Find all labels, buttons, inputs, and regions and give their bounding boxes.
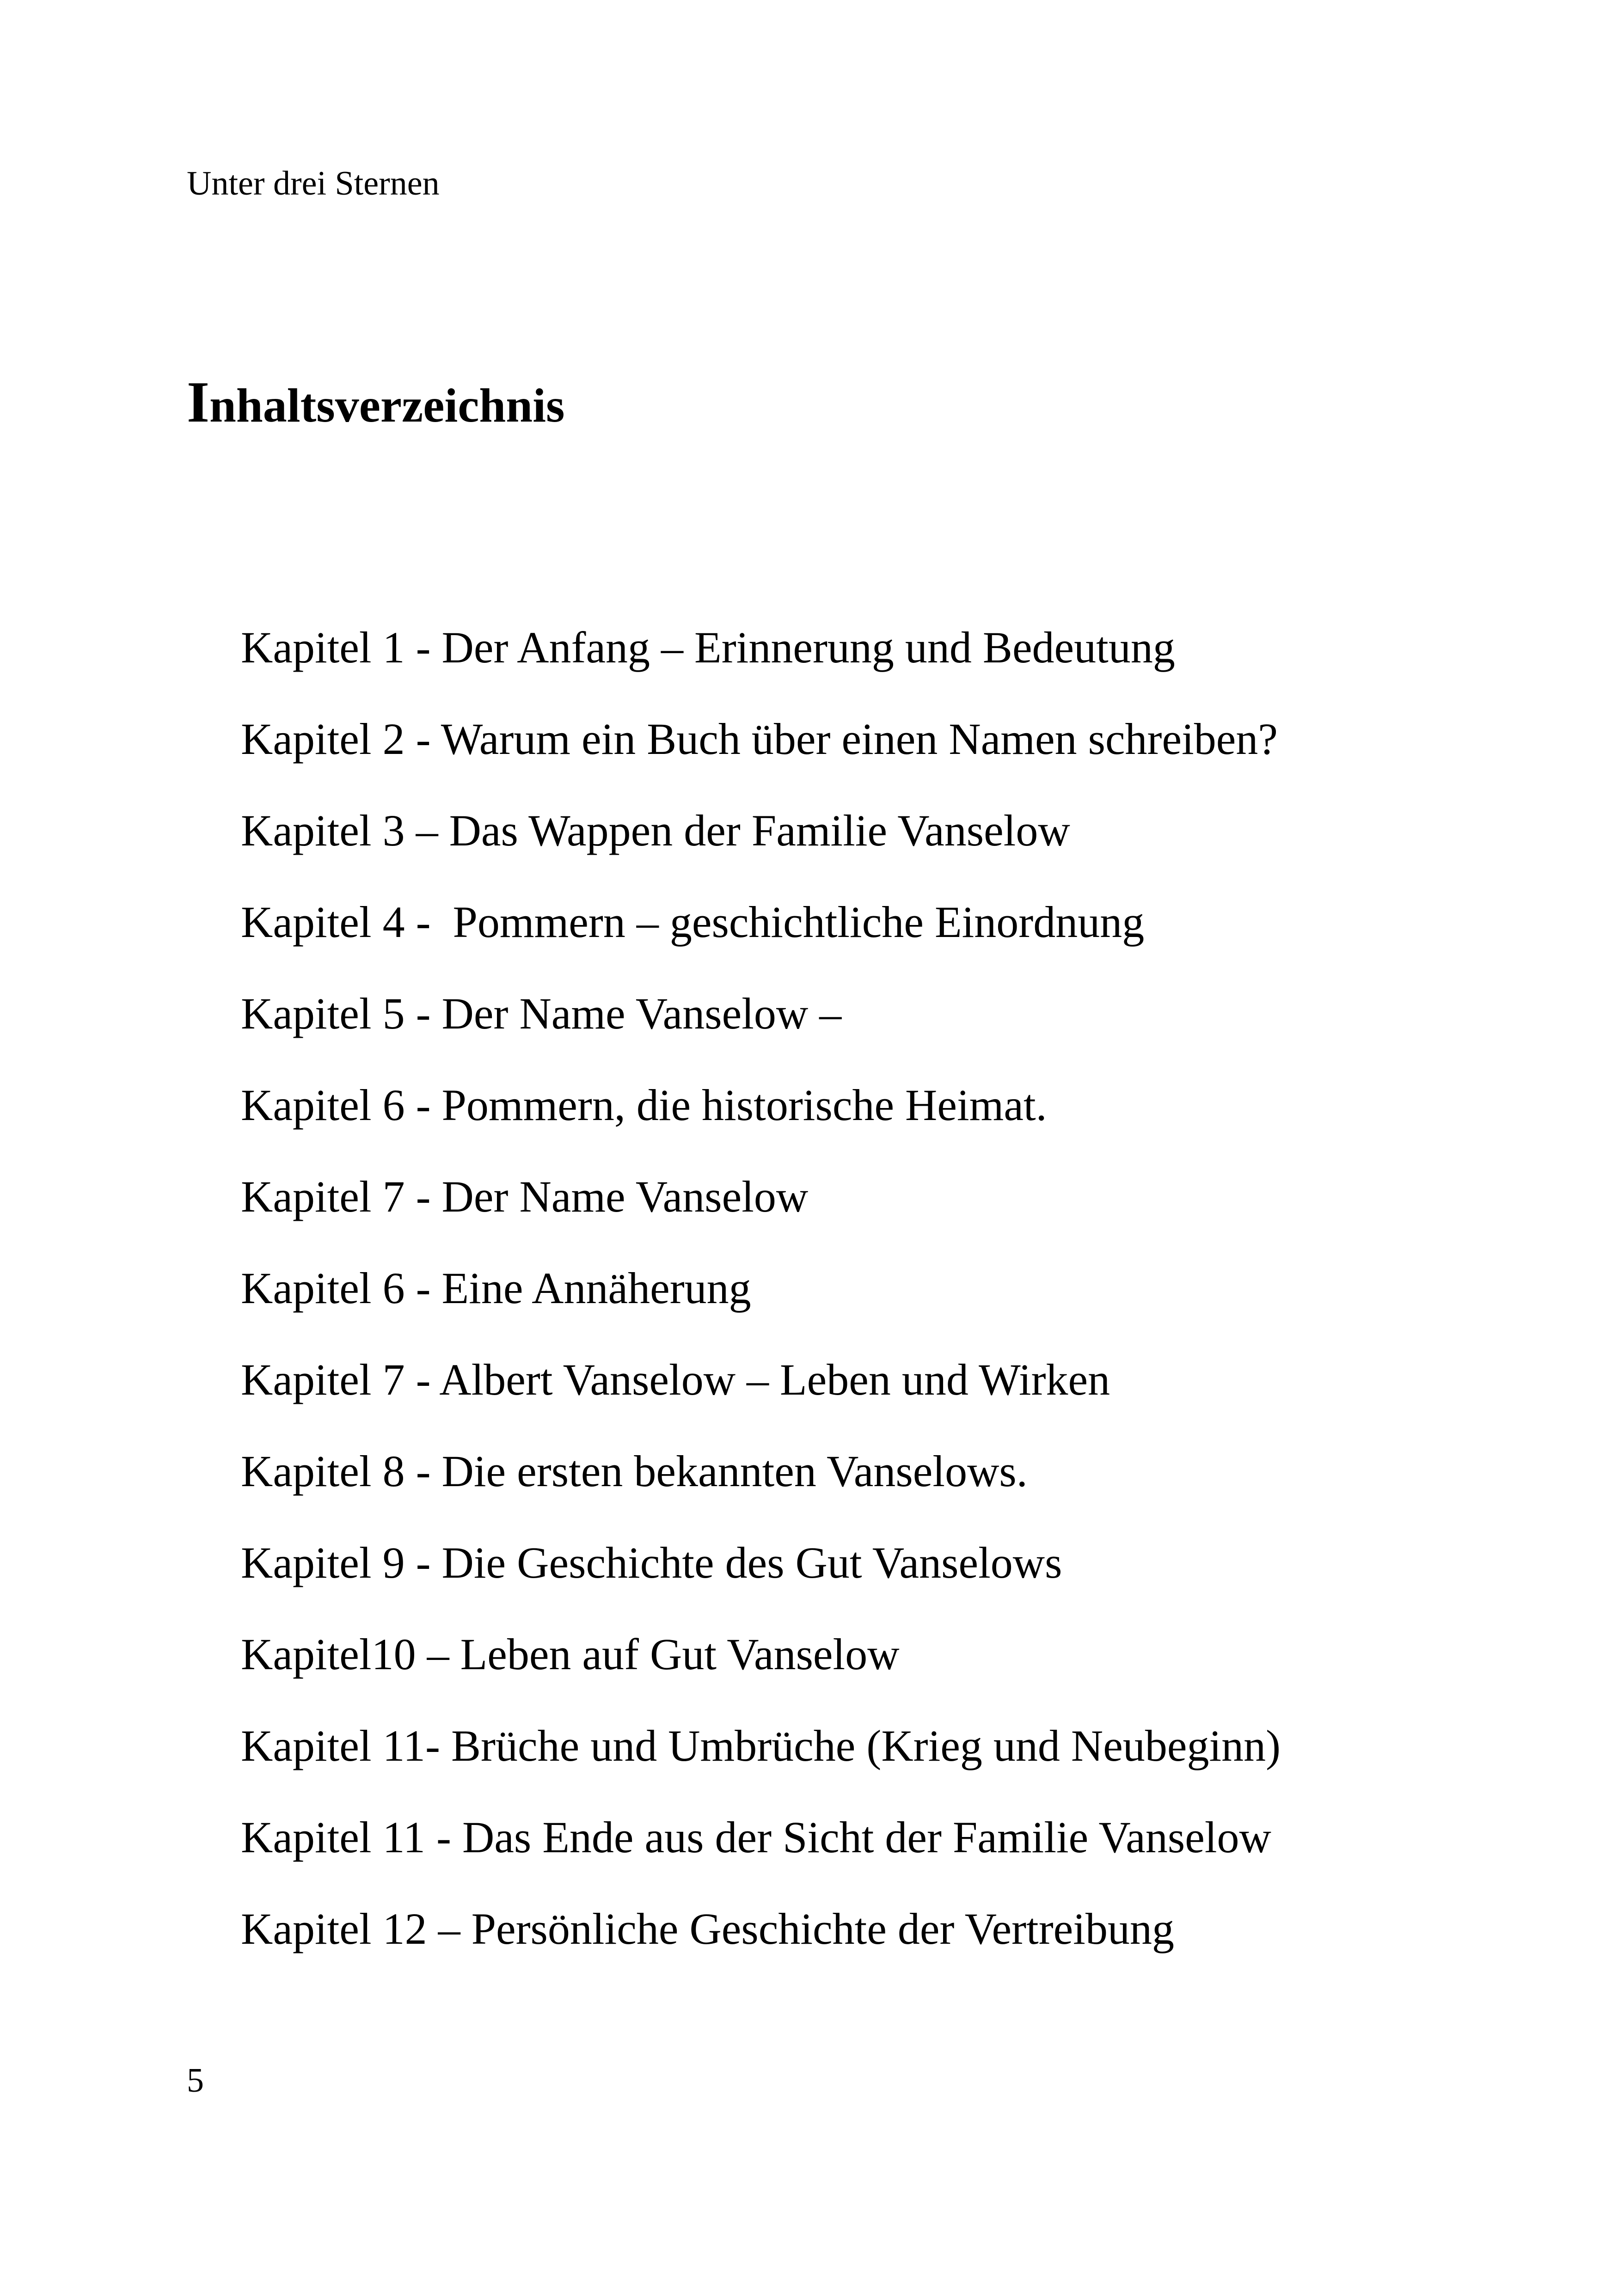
toc-entry: Kapitel 8 - Die ersten bekannten Vanselows. xyxy=(241,1446,1028,1496)
toc-entry: Kapitel 9 - Die Geschichte des Gut Vanselows xyxy=(241,1538,1062,1587)
toc-entry: Kapitel 4 - Pommern – geschichtliche Einordnung xyxy=(241,897,1145,947)
running-head-title: Unter drei Sternen xyxy=(187,165,440,202)
toc-entry: Kapitel 1 - Der Anfang – Erinnerung und Bedeutung xyxy=(241,623,1175,672)
toc-entry: Kapitel 6 - Eine Annäherung xyxy=(241,1263,751,1313)
page-number: 5 xyxy=(187,2062,204,2100)
toc-entry: Kapitel 2 - Warum ein Buch über einen Namen schreiben? xyxy=(241,714,1278,764)
toc-entry: Kapitel 7 - Der Name Vanselow xyxy=(241,1172,809,1221)
toc-entry: Kapitel 12 – Persönliche Geschichte der Vertreibung xyxy=(241,1904,1174,1953)
toc-entry: Kapitel 7 - Albert Vanselow – Leben und Wirken xyxy=(241,1355,1110,1404)
toc-entry: Kapitel 11- Brüche und Umbrüche (Krieg und Neubeginn) xyxy=(241,1721,1281,1770)
toc-entry: Kapitel10 – Leben auf Gut Vanselow xyxy=(241,1629,900,1679)
toc-heading-initial: I xyxy=(187,370,210,435)
toc-entry: Kapitel 6 - Pommern, die historische Heimat. xyxy=(241,1080,1047,1130)
toc-entry: Kapitel 11 - Das Ende aus der Sicht der Familie Vanselow xyxy=(241,1812,1271,1862)
toc-entry: Kapitel 5 - Der Name Vanselow – xyxy=(241,989,842,1038)
toc-list xyxy=(241,618,1281,1990)
toc-entry: Kapitel 3 – Das Wappen der Familie Vanselow xyxy=(241,806,1070,855)
toc-heading xyxy=(187,370,565,436)
toc-heading-rest: nhaltsverzeichnis xyxy=(209,379,565,432)
